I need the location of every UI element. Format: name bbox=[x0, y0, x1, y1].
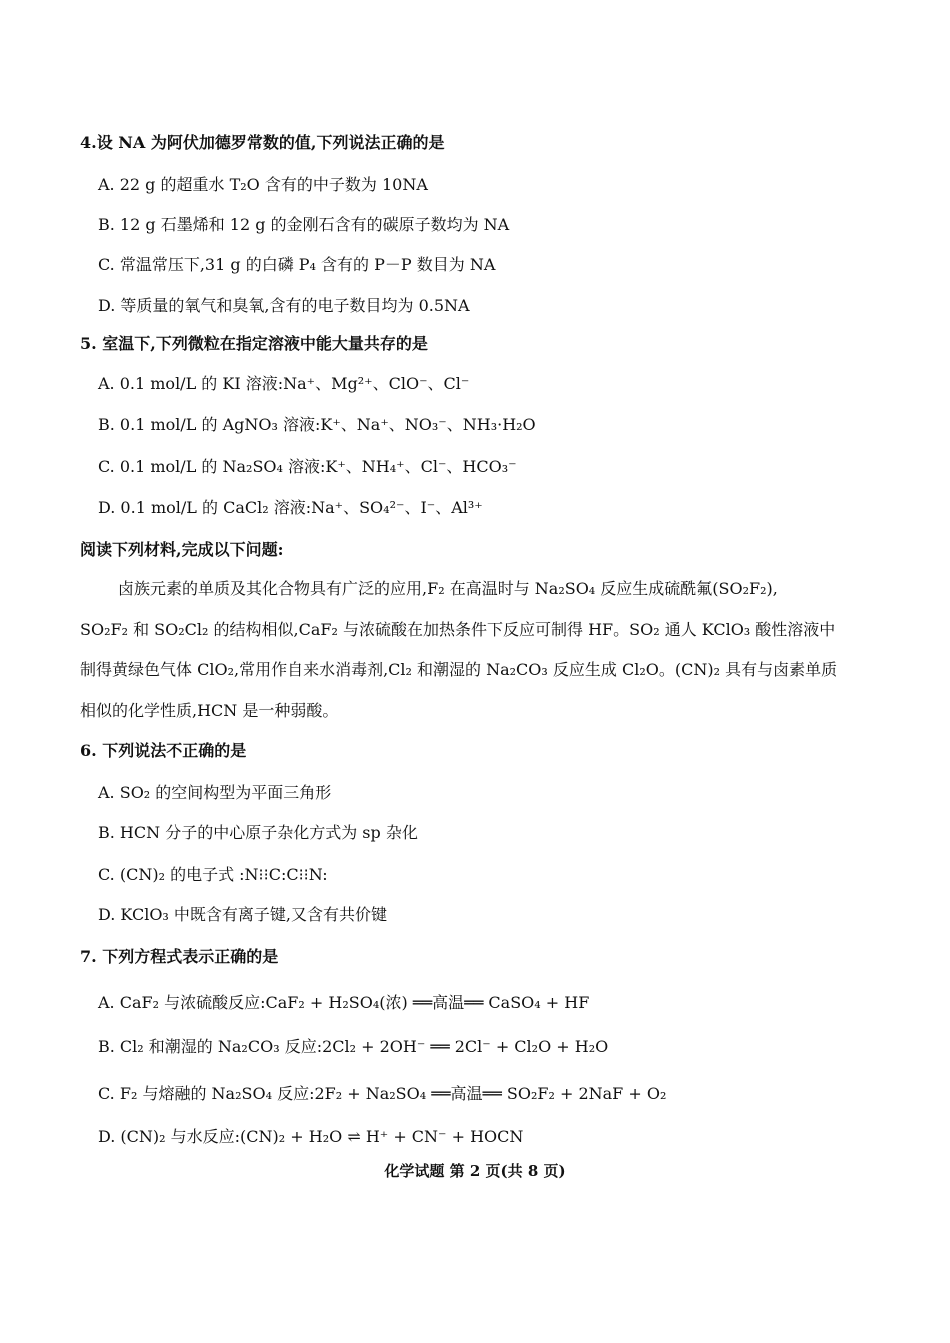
reading-line-2: SO₂F₂ 和 SO₂Cl₂ 的结构相似,CaF₂ 与浓硫酸在加热条件下反应可制得 HF。SO₂ 通人 KClO₃ 酸性溶液中 bbox=[80, 620, 836, 639]
question-4-option-d: D. 等质量的氧气和臭氧,含有的电子数目均为 0.5NA bbox=[98, 296, 470, 315]
reading-intro: 阅读下列材料,完成以下问题: bbox=[80, 540, 284, 559]
question-4-option-c: C. 常温常压下,31 g 的白磷 P₄ 含有的 P－P 数目为 NA bbox=[98, 255, 496, 274]
question-7-stem: 7. 下列方程式表示正确的是 bbox=[80, 947, 279, 966]
question-5-option-c: C. 0.1 mol/L 的 Na₂SO₄ 溶液:K⁺、NH₄⁺、Cl⁻、HCO₃⁻ bbox=[98, 457, 517, 476]
reading-line-3: 制得黄绿色气体 ClO₂,常用作自来水消毒剂,Cl₂ 和潮湿的 Na₂CO₃ 反应生成 Cl₂O。(CN)₂ 具有与卤素单质 bbox=[80, 660, 838, 679]
reading-line-4: 相似的化学性质,HCN 是一种弱酸。 bbox=[80, 701, 339, 720]
question-6-option-d: D. KClO₃ 中既含有离子键,又含有共价键 bbox=[98, 905, 388, 924]
question-5-option-b: B. 0.1 mol/L 的 AgNO₃ 溶液:K⁺、Na⁺、NO₃⁻、NH₃·H₂O bbox=[98, 415, 536, 434]
question-6-option-c: C. (CN)₂ 的电子式 :N⁝⁝C:C⁝⁝N: bbox=[98, 865, 328, 884]
page-footer: 化学试题 第 2 页(共 8 页) bbox=[384, 1162, 566, 1180]
question-7-option-a: A. CaF₂ 与浓硫酸反应:CaF₂ + H₂SO₄(浓) ══高温══ CaSO₄ + HF bbox=[98, 993, 590, 1012]
question-4-option-a: A. 22 g 的超重水 T₂O 含有的中子数为 10NA bbox=[98, 175, 428, 194]
question-5-stem: 5. 室温下,下列微粒在指定溶液中能大量共存的是 bbox=[80, 334, 428, 353]
question-7-option-b: B. Cl₂ 和潮湿的 Na₂CO₃ 反应:2Cl₂ + 2OH⁻ ══ 2Cl⁻ + Cl₂O + H₂O bbox=[98, 1037, 609, 1056]
question-7-option-c: C. F₂ 与熔融的 Na₂SO₄ 反应:2F₂ + Na₂SO₄ ══高温══ SO₂F₂ + 2NaF + O₂ bbox=[98, 1084, 667, 1103]
question-4-stem: 4.设 NA 为阿伏加德罗常数的值,下列说法正确的是 bbox=[80, 133, 445, 152]
question-5-option-a: A. 0.1 mol/L 的 KI 溶液:Na⁺、Mg²⁺、ClO⁻、Cl⁻ bbox=[98, 374, 470, 393]
question-6-option-a: A. SO₂ 的空间构型为平面三角形 bbox=[98, 783, 332, 802]
question-6-stem: 6. 下列说法不正确的是 bbox=[80, 741, 247, 760]
question-5-option-d: D. 0.1 mol/L 的 CaCl₂ 溶液:Na⁺、SO₄²⁻、I⁻、Al³⁺ bbox=[98, 498, 483, 517]
reading-line-1: 卤族元素的单质及其化合物具有广泛的应用,F₂ 在高温时与 Na₂SO₄ 反应生成硫酰氟(SO₂F₂), bbox=[118, 579, 778, 598]
question-6-option-b: B. HCN 分子的中心原子杂化方式为 sp 杂化 bbox=[98, 823, 418, 842]
question-4-option-b: B. 12 g 石墨烯和 12 g 的金刚石含有的碳原子数均为 NA bbox=[98, 215, 510, 234]
question-7-option-d: D. (CN)₂ 与水反应:(CN)₂ + H₂O ⇌ H⁺ + CN⁻ + HOCN bbox=[98, 1127, 524, 1146]
